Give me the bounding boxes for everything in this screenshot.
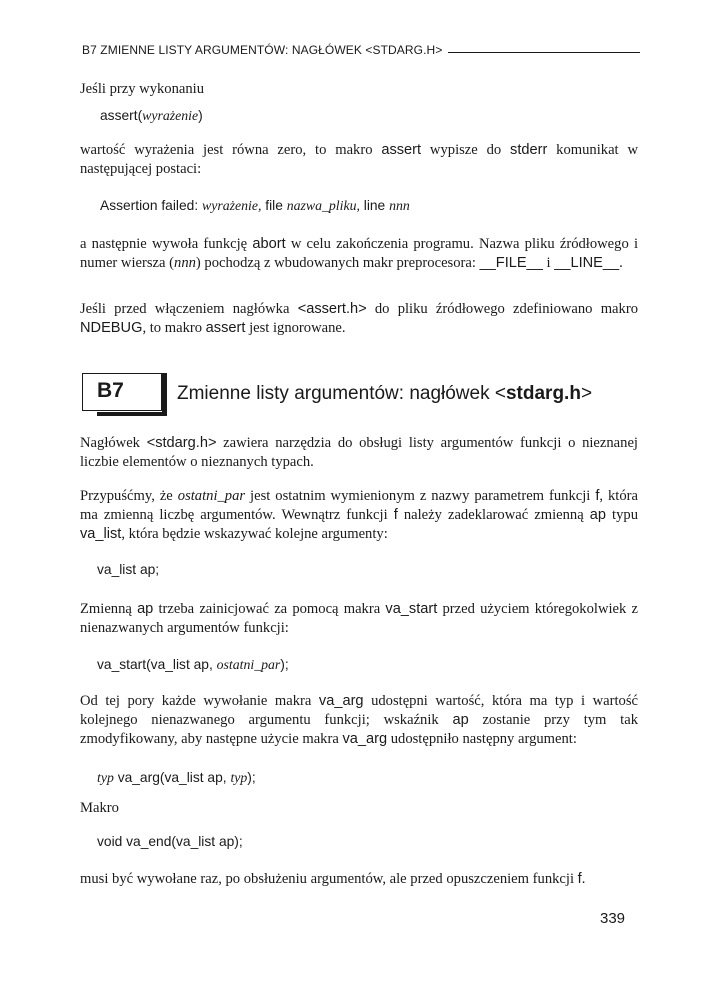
paragraph-va-start: Zmienną ap trzeba zainicjować za pomocą makra va_start przed użyciem któregokolwiek z nienazwanych argumentów funkcji: [80, 601, 638, 636]
paragraph-ndebug: Jeśli przed włączeniem nagłówka <assert.h> do pliku źródłowego zdefiniowano makro NDEBUG, to makro assert jest ignorowane. [80, 301, 638, 336]
paragraph-makro: Makro [80, 800, 119, 816]
code-va-start: va_start(va_list ap, ostatni_par); [97, 657, 289, 672]
paragraph-assert-intro: Jeśli przy wykonaniu [80, 81, 205, 97]
paragraph-va-end: musi być wywołane raz, po obsłużeniu argumentów, ale przed opuszczeniem funkcji f. [80, 871, 586, 887]
section-title: Zmienne listy argumentów: nagłówek <stdarg.h> [177, 383, 593, 404]
paragraph-assert-description: wartość wyrażenia jest równa zero, to makro assert wypisze do stderr komunikat w następującej postaci: [80, 142, 638, 177]
running-head [82, 39, 640, 57]
paragraph-abort: a następnie wywoła funkcję abort w celu zakończenia programu. Nazwa pliku źródłowego i numer wiersza (nnn) pochodzą z wbudowanych makr preprocesora: __FILE__ i __LINE__. [80, 236, 639, 271]
code-va-arg: typ va_arg(va_list ap, typ); [97, 770, 256, 785]
code-assertion-message: Assertion failed: wyrażenie, file nazwa_pliku, line nnn [100, 198, 410, 213]
paragraph-stdarg-intro: Nagłówek <stdarg.h> zawiera narzędzia do obsługi listy argumentów funkcji o nieznanej liczbie elementów o nieznanych typach. [80, 435, 638, 470]
paragraph-va-arg: Od tej pory każde wywołanie makra va_arg udostępni wartość, która ma typ i wartość kolejnego nienazwanego argumentu funkcji; wskaźnik ap zostanie przy tym tak zmodyfikowany, aby następne użycie makra va_arg udostępniło następny argument: [80, 693, 638, 747]
running-head-rule [448, 52, 640, 53]
page-number: 339 [600, 910, 626, 927]
section-heading [82, 373, 642, 419]
code-assert-call: assert(wyrażenie) [100, 108, 203, 123]
running-head-text: B7 ZMIENNE LISTY ARGUMENTÓW: NAGŁÓWEK <STDARG.H> [82, 43, 443, 57]
paragraph-ostatni-par: Przypuśćmy, że ostatni_par jest ostatnim wymienionym z nazwy parametrem funkcji f, która ma zmienną liczbę argumentów. Wewnątrz funkcji f należy zadeklarować zmienną ap typu va_list, która będzie wskazywać kolejne argumenty: [80, 488, 638, 542]
section-badge: B7 [82, 373, 162, 411]
code-va-end: void va_end(va_list ap); [97, 834, 243, 849]
code-va-list-decl: va_list ap; [97, 562, 160, 577]
